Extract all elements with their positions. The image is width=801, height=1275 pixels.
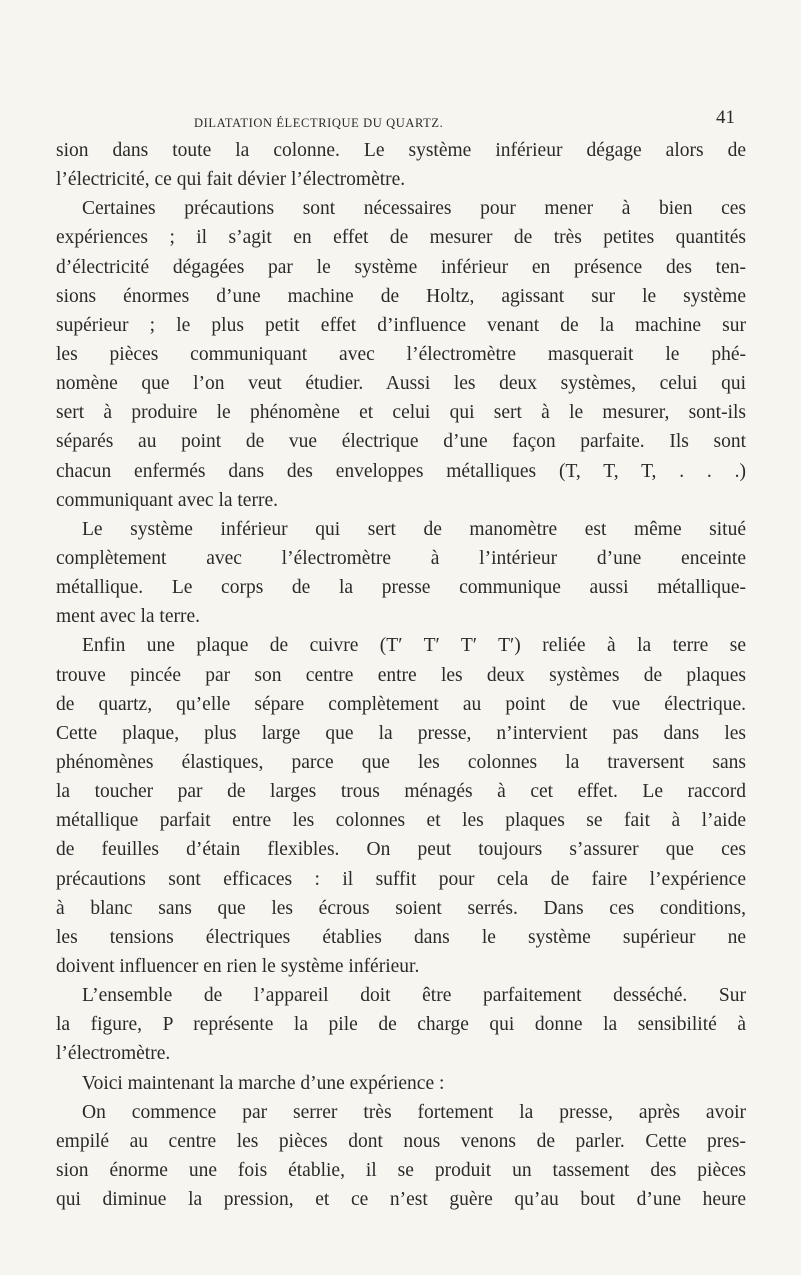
text-line: Le système inférieur qui sert de manomètre est même situé [82,518,746,540]
text-line: communiquant avec la terre. [56,489,278,511]
text-line: sions énormes d’une machine de Holtz, agissant sur le système [56,285,746,307]
text-line: les tensions électriques établies dans le système supérieur ne [56,926,746,948]
text-line: On commence par serrer très fortement la presse, après avoir [82,1101,746,1123]
text-line: sert à produire le phénomène et celui qui sert à le mesurer, sont-ils [56,402,746,424]
text-line: empilé au centre les pièces dont nous venons de parler. Cette pres- [56,1130,746,1152]
text-line: doivent influencer en rien le système inférieur. [56,955,420,977]
text-line: séparés au point de vue électrique d’une façon parfaite. Ils sont [56,431,746,453]
text-line: ment avec la terre. [56,606,200,628]
text-line: de quartz, qu’elle sépare complètement au point de vue électrique. [56,693,746,715]
text-line: phénomènes élastiques, parce que les colonnes la traversent sans [56,751,746,773]
text-line: métallique parfait entre les colonnes et les plaques se fait à l’aide [56,810,746,832]
text-line: qui diminue la pression, et ce n’est guère qu’au bout d’une heure [56,1189,746,1211]
text-line: L’ensemble de l’appareil doit être parfaitement desséché. Sur [82,985,746,1007]
text-line: complètement avec l’électromètre à l’intérieur d’une enceinte [56,547,746,569]
text-line: chacun enfermés dans des enveloppes métalliques (T, T, T, . . .) [56,460,746,482]
text-line: de feuilles d’étain flexibles. On peut toujours s’assurer que ces [56,839,746,861]
text-line: les pièces communiquant avec l’électromètre masquerait le phé- [56,343,746,365]
text-line: métallique. Le corps de la presse communique aussi métallique- [56,577,746,599]
text-line: Voici maintenant la marche d’une expérience : [82,1072,445,1094]
running-title: DILATATION ÉLECTRIQUE DU QUARTZ. [194,116,444,130]
text-line: l’électricité, ce qui fait dévier l’électromètre. [56,169,406,191]
text-line: sion énorme une fois établie, il se produit un tassement des pièces [56,1159,746,1181]
text-line: la toucher par de larges trous ménagés à cet effet. Le raccord [56,781,746,803]
text-line: supérieur ; le plus petit effet d’influence venant de la machine sur [56,314,746,336]
text-line: trouve pincée par son centre entre les deux systèmes de plaques [56,664,746,686]
text-line: expériences ; il s’agit en effet de mesurer de très petites quantités [56,227,746,249]
text-line: à blanc sans que les écrous soient serrés. Dans ces conditions, [56,897,746,919]
text-line: l’électromètre. [56,1043,171,1065]
body-text [56,136,746,1214]
text-line: Enfin une plaque de cuivre (T′ T′ T′ T′) reliée à la terre se [82,635,746,657]
text-line: sion dans toute la colonne. Le système inférieur dégage alors de [56,140,746,161]
text-line: précautions sont efficaces : il suffit pour cela de faire l’expérience [56,868,746,890]
text-line: d’électricité dégagées par le système inférieur en présence des ten- [56,256,746,278]
text-line: nomène que l’on veut étudier. Aussi les deux systèmes, celui qui [56,373,746,395]
page-number: 41 [716,107,735,128]
text-line: Certaines précautions sont nécessaires pour mener à bien ces [82,198,746,220]
text-line: Cette plaque, plus large que la presse, n’intervient pas dans les [56,722,746,744]
text-line: la figure, P représente la pile de charge qui donne la sensibilité à [56,1014,746,1036]
